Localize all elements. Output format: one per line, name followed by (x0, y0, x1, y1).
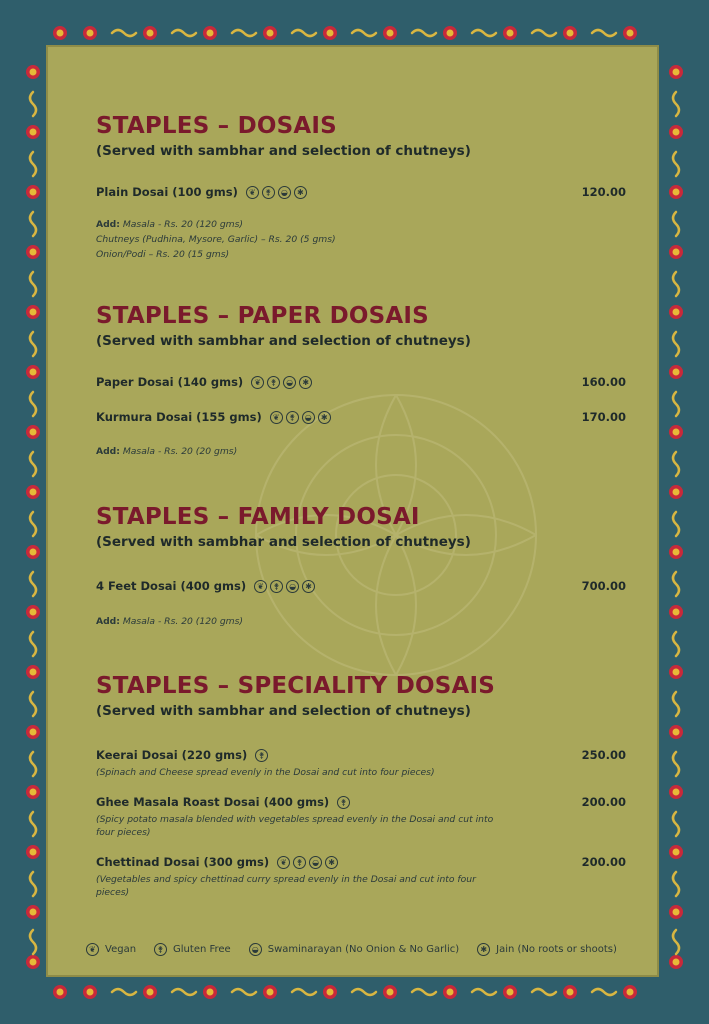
vegan-icon: ❦ (251, 376, 264, 389)
legend-label: Swaminarayan (No Onion & No Garlic) (267, 944, 460, 955)
menu-item (96, 748, 626, 779)
vegan-icon: ❦ (270, 411, 283, 424)
diet-icons (337, 796, 350, 809)
section-title: STAPLES – SPECIALITY DOSAIS (96, 673, 496, 699)
menu-item (96, 375, 626, 389)
addon-line: Onion/Podi – Rs. 20 (15 gms) (96, 249, 230, 260)
item-price: 170.00 (581, 410, 626, 424)
gluten-free-icon: ⚵ (286, 411, 299, 424)
section-dosais (96, 113, 626, 159)
vegan-icon: ❦ (246, 186, 259, 199)
item-price: 200.00 (581, 855, 626, 869)
diet-icons (270, 411, 331, 424)
jain-icon: ✱ (299, 376, 312, 389)
addon-line: Masala - Rs. 20 (20 gms) (122, 446, 238, 457)
addons (96, 217, 336, 262)
diet-icons (246, 186, 307, 199)
gluten-free-icon: ⚵ (337, 796, 350, 809)
section-subtitle: (Served with sambhar and selection of chutneys) (96, 143, 471, 159)
menu-item (96, 410, 626, 424)
addons (96, 444, 237, 459)
diet-icons (277, 856, 338, 869)
item-price: 250.00 (581, 748, 626, 762)
menu-item (96, 795, 626, 839)
vegan-icon: ❦ (277, 856, 290, 869)
jain-icon: ✱ (302, 580, 315, 593)
gluten-free-icon: ⚵ (255, 749, 268, 762)
section-family-dosai (96, 504, 626, 550)
section-title: STAPLES – PAPER DOSAIS (96, 303, 429, 329)
gluten-free-icon: ⚵ (154, 943, 167, 956)
jain-icon: ✱ (325, 856, 338, 869)
diet-legend (86, 943, 617, 956)
gluten-free-icon: ⚵ (270, 580, 283, 593)
diet-icons (251, 376, 312, 389)
jain-icon: ✱ (294, 186, 307, 199)
item-price: 160.00 (581, 375, 626, 389)
item-name: Paper Dosai (140 gms) (96, 375, 244, 389)
item-description: (Vegetables and spicy chettinad curry spread evenly in the Dosai and cut into four pieces) (96, 874, 476, 898)
gluten-free-icon: ⚵ (267, 376, 280, 389)
diet-icons (255, 749, 268, 762)
item-name: Ghee Masala Roast Dosai (400 gms) (96, 795, 330, 809)
menu-panel (46, 45, 659, 977)
section-paper-dosais (96, 303, 626, 349)
legend-item-vegan (86, 943, 136, 956)
swaminarayan-icon: ◒ (302, 411, 315, 424)
item-name: Kurmura Dosai (155 gms) (96, 410, 262, 424)
menu-item (96, 579, 626, 593)
legend-label: Jain (No roots or shoots) (496, 944, 617, 955)
item-name: Keerai Dosai (220 gms) (96, 748, 248, 762)
addon-label: Add: (96, 446, 120, 457)
section-subtitle: (Served with sambhar and selection of chutneys) (96, 534, 471, 550)
legend-item-jain (477, 943, 617, 956)
addon-line: Masala - Rs. 20 (120 gms) (122, 219, 244, 230)
legend-item-swaminarayan (249, 943, 459, 956)
vegan-icon: ❦ (254, 580, 267, 593)
jain-icon: ✱ (477, 943, 490, 956)
menu-item (96, 185, 626, 199)
swaminarayan-icon: ◒ (249, 943, 262, 956)
item-price: 700.00 (581, 579, 626, 593)
item-name: 4 Feet Dosai (400 gms) (96, 579, 247, 593)
addon-line: Masala - Rs. 20 (120 gms) (122, 616, 244, 627)
legend-label: Vegan (105, 944, 137, 955)
swaminarayan-icon: ◒ (278, 186, 291, 199)
section-subtitle: (Served with sambhar and selection of chutneys) (96, 333, 471, 349)
jain-icon: ✱ (318, 411, 331, 424)
item-description: (Spicy potato masala blended with vegetables spread evenly in the Dosai and cut into four pieces) (96, 814, 494, 838)
legend-label: Gluten Free (173, 944, 231, 955)
item-name: Plain Dosai (100 gms) (96, 185, 238, 199)
addon-label: Add: (96, 616, 120, 627)
section-title: STAPLES – DOSAIS (96, 113, 337, 139)
legend-item-gluten-free (154, 943, 231, 956)
section-subtitle: (Served with sambhar and selection of chutneys) (96, 703, 471, 719)
addon-line: Chutneys (Pudhina, Mysore, Garlic) – Rs. 20 (5 gms) (96, 234, 336, 245)
item-name: Chettinad Dosai (300 gms) (96, 855, 270, 869)
addons (96, 614, 243, 629)
vegan-icon: ❦ (86, 943, 99, 956)
section-speciality-dosais (96, 673, 626, 719)
addon-label: Add: (96, 219, 120, 230)
item-description: (Spinach and Cheese spread evenly in the Dosai and cut into four pieces) (96, 767, 435, 778)
item-price: 200.00 (581, 795, 626, 809)
swaminarayan-icon: ◒ (309, 856, 322, 869)
gluten-free-icon: ⚵ (293, 856, 306, 869)
section-title: STAPLES – FAMILY DOSAI (96, 504, 420, 530)
item-price: 120.00 (581, 185, 626, 199)
menu-item (96, 855, 626, 899)
swaminarayan-icon: ◒ (283, 376, 296, 389)
swaminarayan-icon: ◒ (286, 580, 299, 593)
gluten-free-icon: ⚵ (262, 186, 275, 199)
diet-icons (254, 580, 315, 593)
